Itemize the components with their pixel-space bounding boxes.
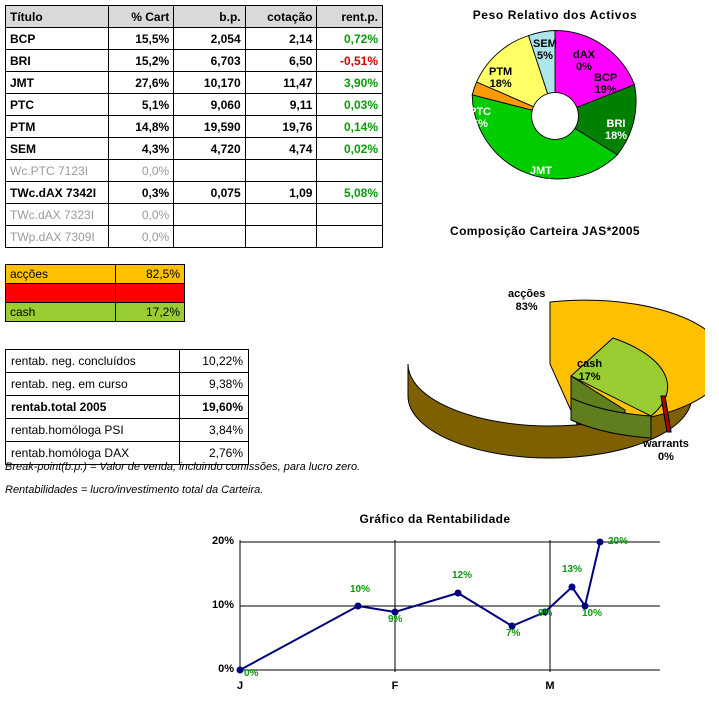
cell-bp <box>174 204 245 226</box>
cell-titulo: BRI <box>6 50 109 72</box>
footnote-rentabilidades: Rentabilidades = lucro/investimento total da Carteira. <box>5 484 264 496</box>
cell-cotacao <box>245 204 317 226</box>
data-label-1: 10% <box>350 584 371 595</box>
y-tick-label-10: 10% <box>211 599 234 611</box>
cell-rentp: 0,14% <box>317 116 383 138</box>
cell-bp: 10,170 <box>174 72 245 94</box>
cell-return-label: rentab. neg. concluídos <box>6 350 180 373</box>
cell-rentp: 0,72% <box>317 28 383 50</box>
line-chart-svg <box>200 530 700 705</box>
table-row <box>6 94 383 116</box>
cell-return-label: rentab. neg. em curso <box>6 373 180 396</box>
cell-rentp: 5,08% <box>317 182 383 204</box>
cell-asset-label: cash <box>6 303 116 322</box>
cell-bp: 6,703 <box>174 50 245 72</box>
cell-rentp <box>317 160 383 182</box>
cell-cart: 4,3% <box>108 138 174 160</box>
cell-return-value: 2,76% <box>180 442 249 465</box>
cell-cart: 0,3% <box>108 182 174 204</box>
cell-titulo: TWc.dAX 7323I <box>6 204 109 226</box>
cell-asset-label: warrants <box>6 284 116 303</box>
cell-cart: 0,0% <box>108 160 174 182</box>
cell-titulo: SEM <box>6 138 109 160</box>
cell-titulo: JMT <box>6 72 109 94</box>
pie-center-hole <box>532 93 579 140</box>
data-label-8: 20% <box>608 536 629 547</box>
pie-chart-composition-title: Composição Carteira JAS*2005 <box>450 224 640 238</box>
column-header-cotacao: cotação <box>245 6 317 28</box>
cell-asset-label: acções <box>6 265 116 284</box>
cell-return-value: 10,22% <box>180 350 249 373</box>
line-chart-title: Gráfico da Rentabilidade <box>359 512 511 526</box>
table-row <box>6 350 249 373</box>
column-header-cart: % Cart <box>108 6 174 28</box>
x-tick-label-m: M <box>545 680 555 692</box>
table-row <box>6 373 249 396</box>
cell-cart: 5,1% <box>108 94 174 116</box>
cell-bp: 9,060 <box>174 94 245 116</box>
cell-asset-value: 82,5% <box>116 265 185 284</box>
cell-cotacao: 4,74 <box>245 138 317 160</box>
asset-class-table <box>5 264 185 322</box>
pie-label-warrants: warrants 0% <box>643 438 689 463</box>
data-label-2: 9% <box>388 614 403 625</box>
table-row <box>6 50 383 72</box>
cell-titulo: Wc.PTC 7123I <box>6 160 109 182</box>
table-row <box>6 226 383 248</box>
table-row <box>6 182 383 204</box>
table-row <box>6 116 383 138</box>
cell-bp: 2,054 <box>174 28 245 50</box>
cell-rentp <box>317 226 383 248</box>
holdings-table <box>5 5 383 248</box>
column-header-rentp: rent.p. <box>317 6 383 28</box>
cell-titulo: PTC <box>6 94 109 116</box>
cell-cart: 15,2% <box>108 50 174 72</box>
y-tick-label-0: 0% <box>218 663 234 675</box>
cell-titulo: TWc.dAX 7342I <box>6 182 109 204</box>
cell-rentp: 0,03% <box>317 94 383 116</box>
cell-cotacao: 6,50 <box>245 50 317 72</box>
data-label-0: 0% <box>244 668 259 679</box>
table-header-row <box>6 6 383 28</box>
data-label-4: 7% <box>506 628 521 639</box>
data-label-6: 13% <box>562 564 583 575</box>
column-header-titulo: Título <box>6 6 109 28</box>
cell-cotacao: 2,14 <box>245 28 317 50</box>
table-row <box>6 265 185 284</box>
data-label-3: 12% <box>452 570 473 581</box>
cell-asset-value: 0,3% <box>116 284 185 303</box>
table-row <box>6 419 249 442</box>
cell-return-label: rentab.homóloga DAX <box>6 442 180 465</box>
cell-cotacao: 11,47 <box>245 72 317 94</box>
table-row <box>6 284 185 303</box>
footnote-breakpoint: Break-point(b.p.) = Valor de venda, incluindo comissões, para lucro zero. <box>5 461 361 473</box>
pie-chart-assets-title: Peso Relativo dos Activos <box>472 8 638 22</box>
cell-bp: 19,590 <box>174 116 245 138</box>
pie-label-jmt: JMT 34% <box>530 165 553 189</box>
table-row <box>6 160 383 182</box>
pie-chart-assets <box>455 26 655 206</box>
x-tick-label-f: F <box>391 680 399 692</box>
cell-asset-value: 17,2% <box>116 303 185 322</box>
cell-cotacao: 1,09 <box>245 182 317 204</box>
cell-return-value: 3,84% <box>180 419 249 442</box>
pie-label-bri: BRI 18% <box>605 118 628 142</box>
cell-bp <box>174 226 245 248</box>
cell-rentp: -0,51% <box>317 50 383 72</box>
table-row <box>6 72 383 94</box>
cell-cart: 14,8% <box>108 116 174 138</box>
pie-label-ptc: PTC 6% <box>469 106 491 130</box>
cell-return-value: 19,60% <box>180 396 249 419</box>
y-tick-label-20: 20% <box>211 535 234 547</box>
cell-rentp: 3,90% <box>317 72 383 94</box>
table-row <box>6 303 185 322</box>
column-header-bp: b.p. <box>174 6 245 28</box>
table-row <box>6 396 249 419</box>
table-row <box>6 204 383 226</box>
pie-label-dax: dAX 0% <box>573 49 595 73</box>
cell-bp: 4,720 <box>174 138 245 160</box>
cell-cotacao: 19,76 <box>245 116 317 138</box>
table-row <box>6 138 383 160</box>
returns-table <box>5 349 249 465</box>
cell-cart: 27,6% <box>108 72 174 94</box>
cell-return-value: 9,38% <box>180 373 249 396</box>
pie-label-ptm: PTM 18% <box>489 66 513 90</box>
cell-titulo: BCP <box>6 28 109 50</box>
line-chart-rentabilidade <box>200 530 700 705</box>
pie-label-bcp: BCP 19% <box>594 72 618 96</box>
cell-rentp <box>317 204 383 226</box>
cell-rentp: 0,02% <box>317 138 383 160</box>
cell-cart: 15,5% <box>108 28 174 50</box>
cell-bp: 0,075 <box>174 182 245 204</box>
cell-cart: 0,0% <box>108 226 174 248</box>
cell-cart: 0,0% <box>108 204 174 226</box>
cell-cotacao <box>245 160 317 182</box>
cell-bp <box>174 160 245 182</box>
data-label-7: 10% <box>582 608 603 619</box>
cell-cotacao <box>245 226 317 248</box>
cell-return-label: rentab.total 2005 <box>6 396 180 419</box>
pie-label-accoes: acções 83% <box>508 288 546 313</box>
cell-return-label: rentab.homóloga PSI <box>6 419 180 442</box>
table-row <box>6 28 383 50</box>
cell-titulo: PTM <box>6 116 109 138</box>
x-tick-label-j: J <box>236 680 244 692</box>
pie-label-sem: SEM 5% <box>533 38 557 62</box>
cell-titulo: TWp.dAX 7309I <box>6 226 109 248</box>
pie-label-cash: cash 17% <box>577 358 603 383</box>
cell-cotacao: 9,11 <box>245 94 317 116</box>
data-label-5: 9% <box>538 608 553 619</box>
pie-chart-composition <box>395 246 705 476</box>
